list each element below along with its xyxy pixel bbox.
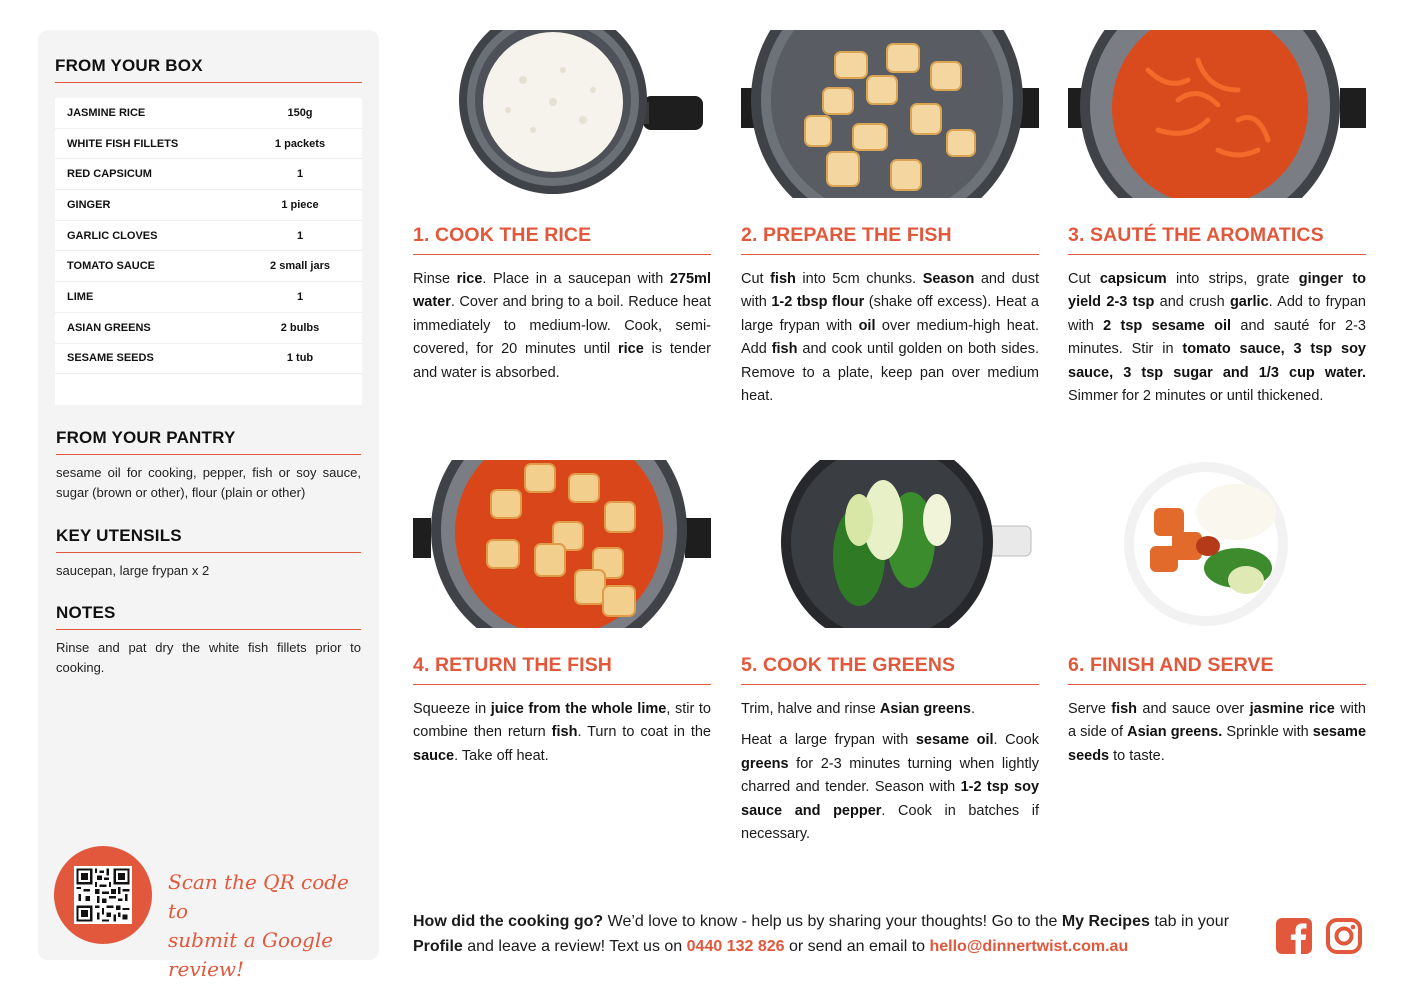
step-3 (1068, 30, 1366, 408)
ingredient-row (55, 159, 362, 190)
step-bold-text: greens (741, 755, 789, 772)
ingredient-name: LIME (67, 290, 94, 303)
qr-caption-line2: submit a Google review! (168, 928, 334, 981)
step-text-run: . Add to frypan with (1068, 294, 1366, 334)
rice-pot-photo (413, 30, 711, 198)
sidebar (38, 30, 379, 981)
step-text-run: . Place in a saucepan with (482, 271, 670, 287)
step-bold-text: 1-2 tsp soy sauce and pepper (741, 779, 1040, 819)
step-text-run: and sauce over (1137, 701, 1250, 717)
step-5-title: 5. COOK THE GREENS (741, 654, 1039, 685)
feedback-footer (413, 909, 1263, 959)
ingredient-row (55, 251, 362, 282)
step-bold-text: sauce (413, 747, 455, 764)
ingredients-table (55, 98, 362, 405)
ingredient-name: GARLIC CLOVES (67, 229, 158, 242)
step-bold-text: Asian greens. (1127, 724, 1223, 741)
step-text-run: for 2-3 minutes turning when lightly charred and tender. Season with (741, 755, 1039, 796)
qr-review-block[interactable] (54, 846, 364, 981)
ingredient-qty: 150g (287, 106, 313, 119)
ingredient-qty: 1 tub (286, 352, 314, 365)
step-bold-text: jasmine rice (1249, 701, 1335, 717)
step-bold-text: juice from the whole lime (490, 701, 667, 717)
step-text-run: Serve (1068, 701, 1112, 717)
ingredient-qty: 1 (296, 229, 304, 242)
step-1 (413, 30, 711, 385)
footer-text-4: or send an email to (784, 938, 930, 955)
step-4 (413, 460, 711, 768)
ingredient-name: WHITE FISH FILLETS (67, 137, 179, 150)
step-text-run: Cut (1068, 271, 1100, 287)
step-bold-text: garlic (1229, 294, 1269, 311)
qr-caption (168, 868, 368, 984)
step-4-text (413, 698, 711, 768)
ingredient-row (55, 313, 362, 344)
qr-code-icon[interactable] (74, 866, 132, 924)
utensils-heading: KEY UTENSILS (56, 526, 361, 553)
step-bold-text: 275ml water (413, 271, 711, 311)
ingredient-name: ASIAN GREENS (67, 321, 151, 334)
utensils-text: saucepan, large frypan x 2 (56, 563, 210, 578)
email-link[interactable]: hello@dinnertwist.com.au (929, 938, 1129, 955)
step-text-run: is tender and water is absorbed. (413, 341, 711, 381)
step-text-run: Sprinkle with (1222, 724, 1313, 741)
fish-frypan-photo (741, 30, 1039, 198)
step-bold-text: tomato sauce, 3 tsp soy sauce, 3 tsp sugar and 1/3 cup water. (1068, 341, 1366, 381)
notes-section (56, 603, 361, 678)
step-6-title: 6. FINISH AND SERVE (1068, 654, 1366, 685)
box-heading: FROM YOUR BOX (55, 56, 362, 83)
step-paragraph (1068, 698, 1366, 768)
step-4-title: 4. RETURN THE FISH (413, 654, 711, 685)
ingredient-qty: 1 (296, 168, 304, 181)
greens-frypan-photo (741, 460, 1039, 628)
step-paragraph (741, 729, 1039, 846)
step-text-run: Simmer for 2 minutes or until thickened. (1068, 388, 1324, 405)
step-text-run: Heat a large frypan with (741, 732, 916, 749)
step-bold-text: fish (1111, 701, 1138, 717)
footer-text-1: We’d love to know - help us by sharing your thoughts! Go to the (603, 913, 1062, 930)
step-text-run: . Take off heat. (454, 747, 549, 764)
step-bold-text: fish (551, 724, 578, 741)
footer-text-3: and leave a review! Text us on (462, 938, 687, 955)
step-1-text (413, 268, 711, 385)
step-text-run: Squeeze in (413, 701, 491, 717)
aromatics-frypan-photo (1068, 30, 1366, 198)
ingredient-name: TOMATO SAUCE (67, 260, 156, 273)
step-3-title: 3. SAUTÉ THE AROMATICS (1068, 224, 1366, 255)
step-5-text (741, 698, 1039, 846)
footer-text-2: tab in your (1149, 913, 1230, 930)
utensils-section (56, 526, 361, 581)
step-bold-text: ginger to yield 2-3 tsp (1068, 271, 1367, 311)
step-text-run: and sauté for 2-3 minutes. Stir in (1068, 317, 1366, 358)
step-bold-text: 1-2 tbsp flour (771, 294, 865, 311)
pantry-text: sesame oil for cooking, pepper, fish or soy sauce, sugar (brown or other), flour (plain or other) (56, 465, 361, 500)
plated-dish-photo (1068, 460, 1366, 628)
step-6 (1068, 460, 1366, 768)
ingredient-qty: 1 (296, 290, 304, 303)
step-bold-text: fish (770, 271, 796, 287)
step-bold-text: sesame oil (915, 732, 994, 749)
ingredient-qty: 1 packets (274, 137, 326, 150)
step-bold-text: fish (771, 341, 798, 358)
footer-lead: How did the cooking go? (413, 913, 604, 930)
step-paragraph (413, 268, 711, 385)
ingredient-qty: 2 bulbs (280, 321, 320, 334)
step-5 (741, 460, 1039, 846)
ingredient-qty: 1 piece (281, 198, 319, 211)
step-2-text (741, 268, 1039, 408)
step-text-run: Trim, halve and rinse (741, 701, 880, 717)
qr-badge[interactable] (54, 846, 152, 944)
step-3-text (1068, 268, 1366, 408)
ingredient-qty: 2 small jars (270, 260, 330, 273)
step-2-title: 2. PREPARE THE FISH (741, 224, 1039, 255)
ingredient-name: JASMINE RICE (67, 106, 146, 119)
step-6-text (1068, 698, 1366, 768)
ingredient-name: SESAME SEEDS (67, 352, 154, 365)
profile-label: Profile (413, 938, 463, 955)
step-text-run: Rinse (413, 271, 457, 287)
step-paragraph (1068, 268, 1366, 408)
step-text-run: and crush (1154, 294, 1230, 311)
step-text-run: . Cook (993, 732, 1039, 749)
my-recipes-label: My Recipes (1061, 913, 1150, 930)
ingredient-name: RED CAPSICUM (67, 168, 152, 181)
step-text-run: , stir to combine then return (413, 701, 711, 741)
ingredient-row (55, 190, 362, 221)
step-text-run: (shake off excess). Heat a large frypan with (741, 294, 1039, 334)
step-text-run: and dust with (741, 271, 1039, 311)
step-bold-text: Season (922, 271, 975, 287)
ingredient-row (55, 221, 362, 252)
step-text-run: . (970, 701, 975, 717)
ingredient-row (55, 344, 362, 375)
step-bold-text: capsicum (1099, 271, 1167, 287)
step-bold-text: 2 tsp sesame oil (1103, 317, 1232, 334)
phone-link[interactable]: 0440 132 826 (686, 938, 785, 955)
ingredient-row (55, 98, 362, 129)
qr-caption-line1: Scan the QR code to (168, 870, 349, 923)
step-text-run: Cut (741, 271, 771, 287)
instagram-icon[interactable] (1325, 917, 1363, 955)
step-2 (741, 30, 1039, 408)
return-fish-photo (413, 460, 711, 628)
step-text-run: with a side of (1068, 701, 1366, 741)
step-text-run: and cook until golden on both sides. Remove to a plate, keep pan over medium heat. (741, 341, 1039, 405)
pantry-section (56, 428, 361, 503)
step-bold-text: sesame seeds (1068, 724, 1367, 764)
step-text-run: . Cover and bring to a boil. Reduce heat immediately to medium-low. Cook, semi-covered, for 20 minutes until (413, 294, 711, 358)
step-text-run: over medium-high heat. Add (741, 317, 1039, 358)
step-bold-text: rice (456, 271, 483, 287)
ingredient-name: GINGER (67, 198, 111, 211)
step-bold-text: Asian greens (879, 701, 971, 717)
step-bold-text: oil (858, 317, 876, 334)
step-text-run: to taste. (1109, 747, 1165, 764)
step-bold-text: rice (618, 341, 644, 358)
step-text-run: . Turn to coat in the (577, 724, 711, 741)
step-paragraph (741, 268, 1039, 408)
notes-heading: NOTES (56, 603, 361, 630)
step-text-run: into 5cm chunks. (795, 271, 923, 287)
notes-text: Rinse and pat dry the white fish fillets prior to cooking. (56, 640, 361, 675)
ingredient-row (55, 129, 362, 160)
step-paragraph (741, 698, 1039, 721)
step-text-run: into strips, grate (1166, 271, 1299, 287)
ingredient-row (55, 282, 362, 313)
step-1-title: 1. COOK THE RICE (413, 224, 711, 255)
step-text-run: . Cook in batches if necessary. (741, 802, 1039, 843)
facebook-icon[interactable] (1275, 917, 1313, 955)
pantry-heading: FROM YOUR PANTRY (56, 428, 361, 455)
step-paragraph (413, 698, 711, 768)
